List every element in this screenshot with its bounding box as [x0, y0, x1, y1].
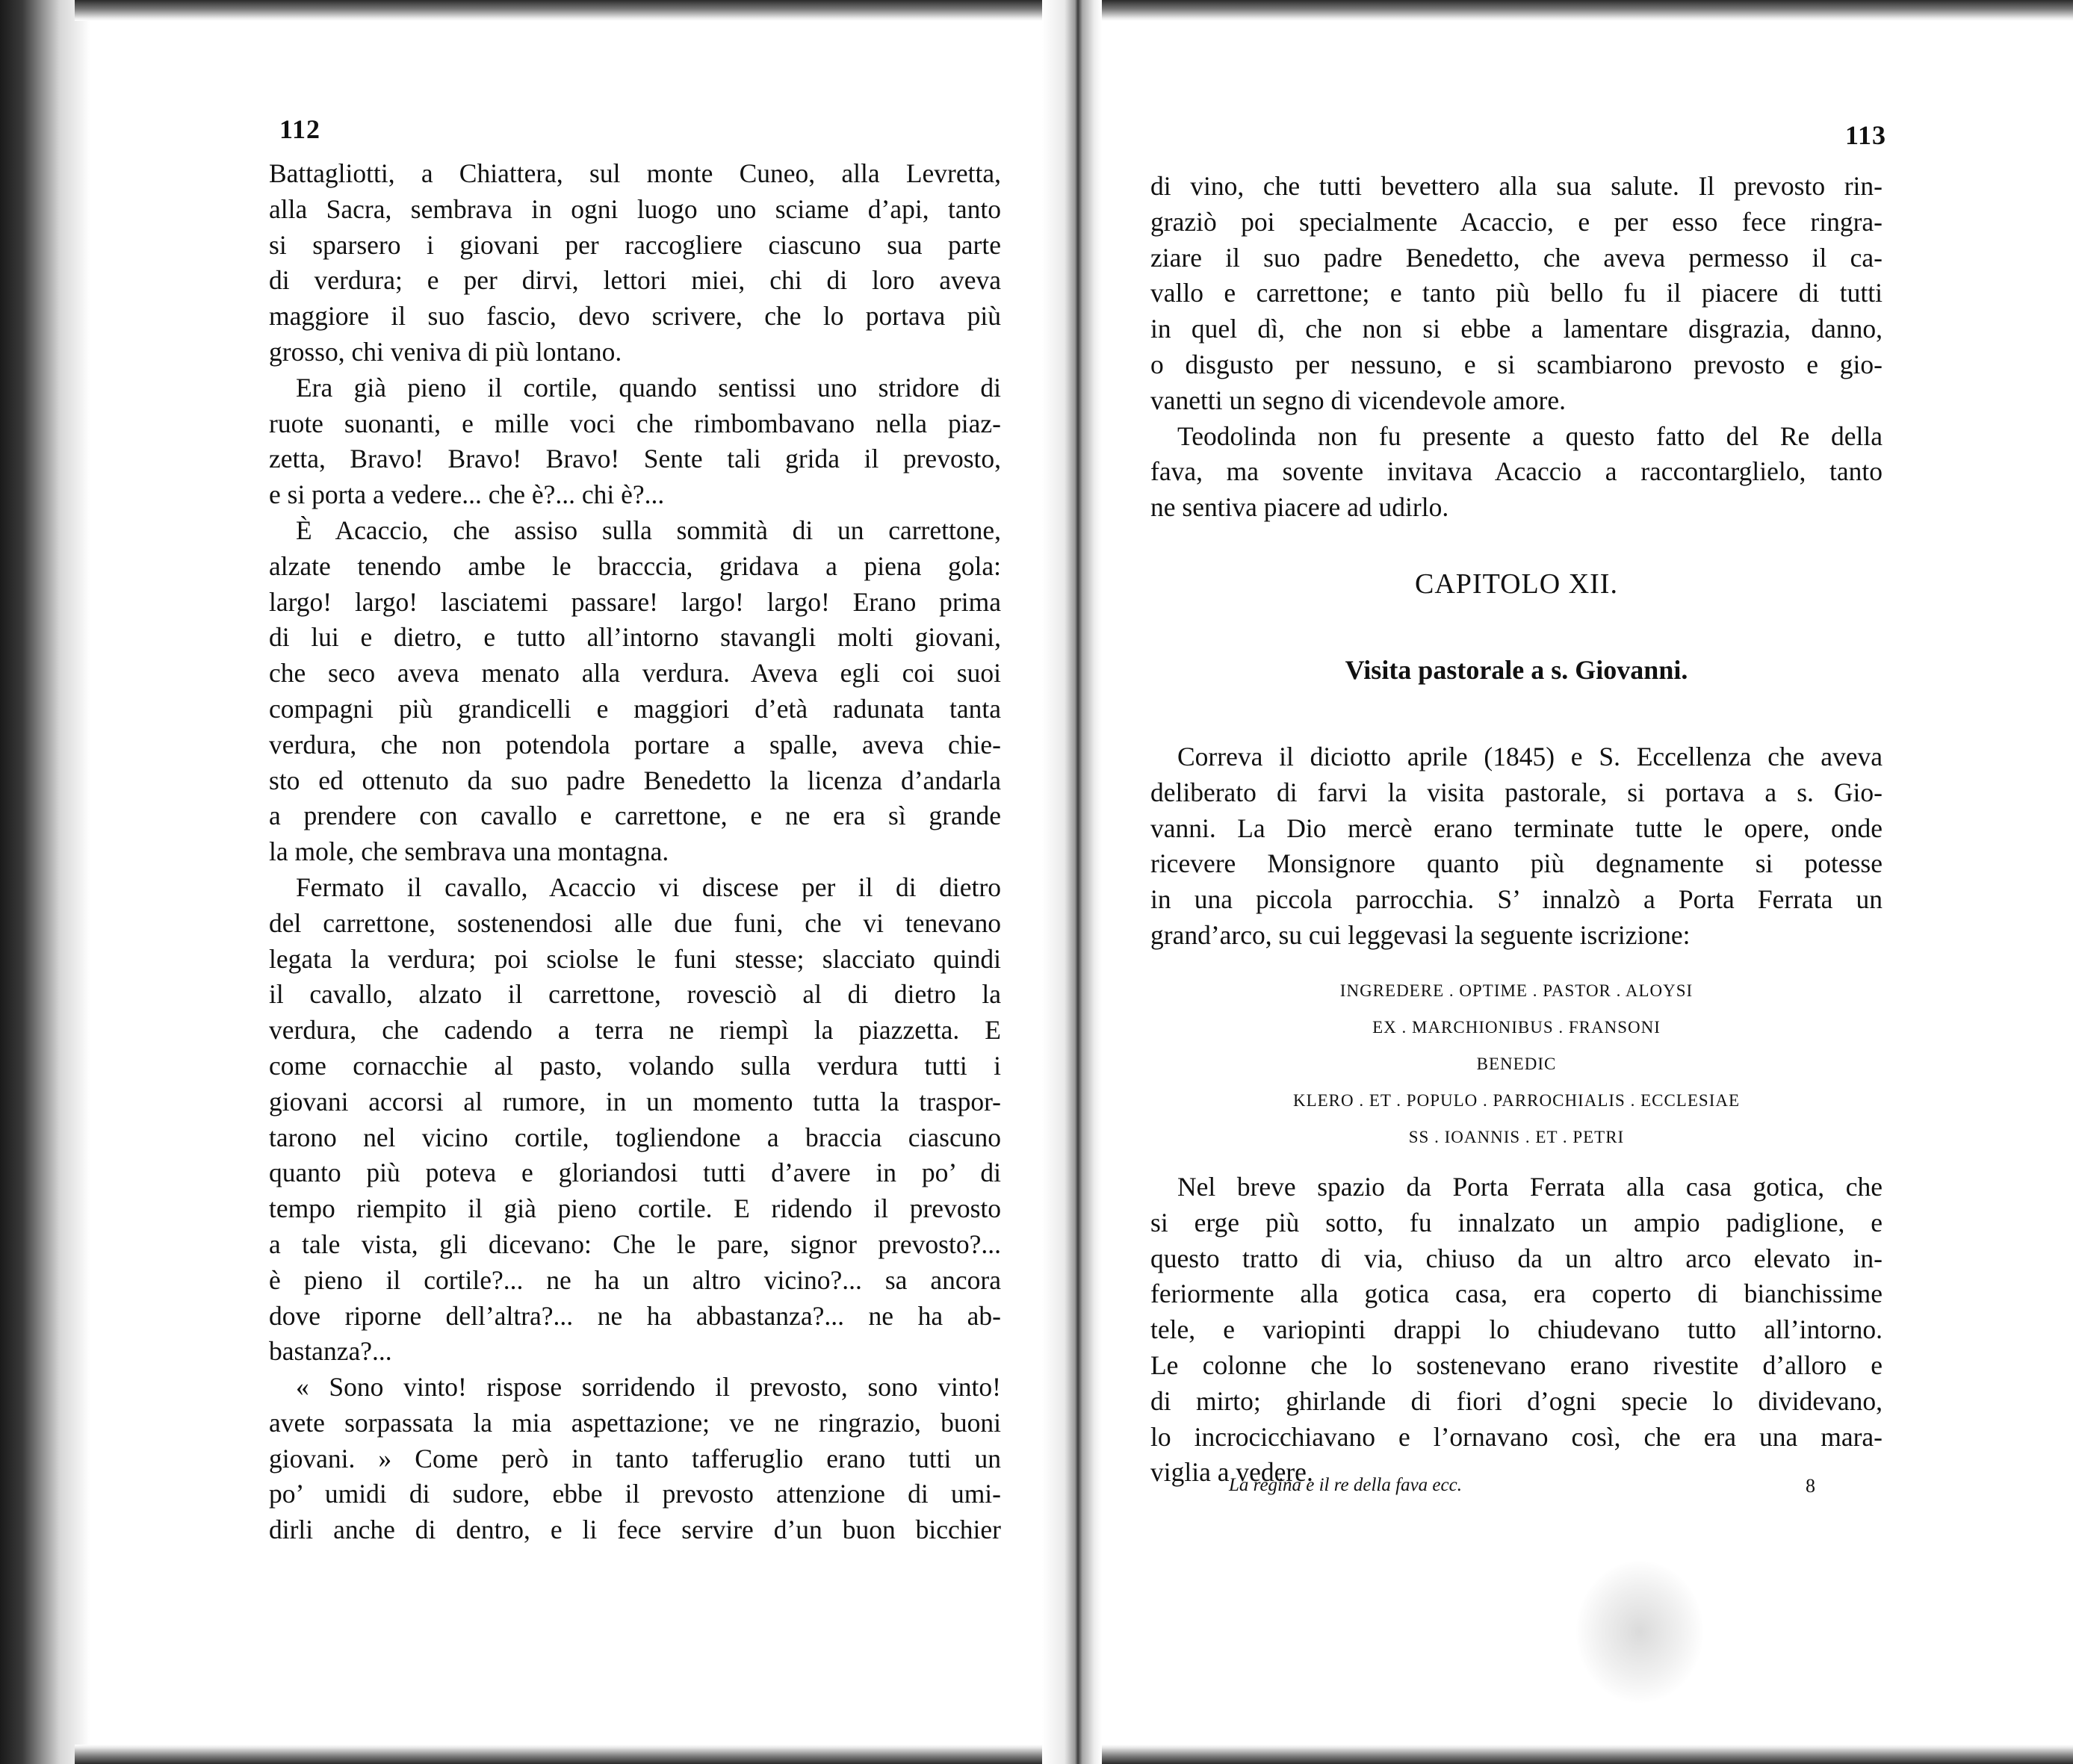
signature-mark: 8 [1806, 1475, 1815, 1497]
text-line: a prendere con cavallo e carrettone, e ne era sì grande [269, 801, 1001, 831]
text-line: del carrettone, sostenendosi alle due funi, che vi tenevano [269, 907, 1001, 938]
text-line: vanni. La Dio mercè erano terminate tutte le opere, onde [1150, 813, 1883, 843]
text-line: vallo e carrettone; e tanto più bello fu il piacere di tutti [1150, 278, 1883, 308]
text-line: tempo riempito il già pieno cortile. E ridendo il prevosto [269, 1193, 1001, 1224]
text-line: il cavallo, alzato il carrettone, rovesciò al di dietro la [269, 979, 1001, 1010]
text-line: legata la verdura; poi sciolse le funi stesse; slacciato quindi [269, 943, 1001, 974]
text-line: che seco aveva menato alla verdura. Aveva egli coi suoi [269, 658, 1001, 689]
text-line: dirli anche di dentro, e li fece servire d’un buon bicchier [269, 1515, 1001, 1545]
text-line: grand’arco, su cui leggevasi la seguente iscrizione: [1150, 919, 1691, 950]
inscription-line: EX . MARCHIONIBUS . FRANSONI [1372, 1018, 1661, 1037]
left-page [269, 0, 1008, 1764]
right-page-paragraph-a [1150, 169, 1883, 526]
text-line: vanetti un segno di vicendevole amore. [1150, 385, 1566, 415]
text-line: tele, e variopinti drappi lo chiudevano tutto all’intorno. [1150, 1314, 1883, 1345]
text-line: « Sono vinto! rispose sorridendo il prevosto, sono vinto! [296, 1372, 1001, 1403]
chapter-heading: CAPITOLO XII. [1415, 568, 1618, 600]
text-line: fava, ma sovente invitava Acaccio a raccontarglielo, tanto [1150, 456, 1883, 487]
inscription-line: SS . IOANNIS . ET . PETRI [1408, 1128, 1625, 1146]
text-line: in una piccola parrocchia. S’ innalzò a Porta Ferrata un [1150, 884, 1883, 915]
left-page-number: 112 [279, 114, 321, 144]
text-line: come cornacchie al pasto, volando sulla verdura tutti i [269, 1050, 1001, 1081]
right-page-paragraph-b [1150, 739, 1883, 954]
text-line: verdura, che non potendola portare a spalle, aveva chie- [269, 729, 1001, 760]
text-line: Correva il diciotto aprile (1845) e S. Eccellenza che aveva [1177, 742, 1883, 771]
text-line: si erge più sotto, fu innalzato un ampio padiglione, e [1150, 1207, 1883, 1237]
text-line: avete sorpassata la mia aspettazione; ve ne ringrazio, buoni [269, 1407, 1001, 1438]
text-line: po’ umidi di sudore, ebbe il prevosto attenzione di umi- [269, 1479, 1001, 1509]
text-line: la mole, che sembrava una montagna. [269, 836, 669, 867]
text-line: Battagliotti, a Chiattera, sul monte Cuneo, alla Levretta, [269, 158, 1001, 188]
text-line: feriormente alla gotica casa, era coperto di bianchissime [1150, 1279, 1883, 1309]
inscription-line: INGREDERE . OPTIME . PASTOR . ALOYSI [1339, 981, 1694, 1000]
text-line: lo incrocicchiavano e l’ornavano così, che era una mara- [1150, 1421, 1883, 1452]
text-line: alla Sacra, sembrava in ogni luogo uno sciame d’api, tanto [269, 193, 1001, 224]
text-line: è pieno il cortile?... ne ha un altro vicino?... sa ancora [269, 1264, 1001, 1295]
left-page-text [269, 156, 1001, 1548]
text-line: giovani. » Come però in tanto tafferuglio erano tutti un [269, 1443, 1001, 1473]
text-line: di lui e dietro, e tutto all’intorno stavangli molti giovani, [269, 622, 1001, 653]
text-line: Era già pieno il cortile, quando sentissi uno stridore di [296, 372, 1001, 403]
text-line: Teodolinda non fu presente a questo fatto del Re della [1177, 420, 1883, 451]
inscription [1150, 972, 1883, 1155]
inscription-line: KLERO . ET . POPULO . PARROCHIALIS . ECCLESIAE [1292, 1091, 1741, 1110]
text-line: o disgusto per nessuno, e si scambiarono prevosto e gio- [1150, 349, 1883, 379]
book-edge-left [0, 0, 90, 1764]
text-line: e si porta a vedere... che è?... chi è?... [269, 479, 665, 510]
text-line: maggiore il suo fascio, devo scrivere, che lo portava più [269, 301, 1001, 332]
right-page [1150, 0, 1886, 1764]
text-line: verdura, che cadendo a terra ne riempì la piazzetta. E [269, 1015, 1001, 1046]
text-line: compagni più grandicelli e maggiori d’età radunata tanta [269, 693, 1001, 724]
text-line: viglia a vedere. [1150, 1457, 1313, 1488]
text-line: deliberato di farvi la visita pastorale, si portava a s. Gio- [1150, 777, 1883, 807]
text-line: Nel breve spazio da Porta Ferrata alla casa gotica, che [1177, 1172, 1883, 1202]
text-line: Le colonne che lo sostenevano erano rivestite d’alloro e [1150, 1350, 1883, 1380]
text-line: ne sentiva piacere ad udirlo. [1150, 492, 1449, 523]
text-line: È Acaccio, che assiso sulla sommità di un carrettone, [296, 515, 1001, 545]
text-line: grosso, chi veniva di più lontano. [269, 336, 622, 367]
text-line: bastanza?... [269, 1336, 392, 1367]
text-line: giovani accorsi al rumore, in un momento tutta la traspor- [269, 1086, 1001, 1117]
text-line: Fermato il cavallo, Acaccio vi discese per il di dietro [296, 872, 1001, 902]
text-line: ricevere Monsignore quanto più degnamente si potesse [1150, 848, 1883, 879]
text-line: ziare il suo padre Benedetto, che aveva permesso il ca- [1150, 242, 1883, 273]
text-line: a tale vista, gli dicevano: Che le pare, signor prevosto?... [269, 1229, 1001, 1259]
text-line: graziò poi specialmente Acaccio, e per esso fece ringra- [1150, 206, 1883, 237]
text-line: si sparsero i giovani per raccogliere ciascuno sua parte [269, 229, 1001, 260]
text-line: ruote suonanti, e mille voci che rimbombavano nella piaz- [269, 408, 1001, 438]
text-line: dove riporne dell’altra?... ne ha abbastanza?... ne ha ab- [269, 1300, 1001, 1331]
chapter-subtitle: Visita pastorale a s. Giovanni. [1345, 655, 1688, 685]
text-line: alzate tenendo ambe le bracccia, gridava a piena gola: [269, 550, 1001, 581]
text-line: sto ed ottenuto da suo padre Benedetto la licenza d’andarla [269, 765, 1001, 795]
text-line: tarono nel vicino cortile, togliendone a braccia ciascuno [269, 1122, 1001, 1152]
right-page-paragraph-c [1150, 1170, 1883, 1491]
inscription-line: BENEDIC [1476, 1055, 1557, 1073]
running-footer-title: La regina e il re della fava ecc. [1229, 1475, 1462, 1495]
text-line: in quel dì, che non si ebbe a lamentare disgrazia, danno, [1150, 314, 1883, 344]
text-line: quanto più poteva e gloriandosi tutti d’avere in po’ di [269, 1158, 1001, 1188]
text-line: questo tratto di via, chiuso da un altro arco elevato in- [1150, 1243, 1883, 1273]
text-line: di mirto; ghirlande di fiori d’ogni specie lo dividevano, [1150, 1385, 1883, 1416]
text-line: di verdura; e per dirvi, lettori miei, chi di loro aveva [269, 265, 1001, 296]
right-page-number: 113 [1844, 120, 1886, 150]
text-line: di vino, che tutti bevettero alla sua salute. Il prevosto rin- [1150, 171, 1883, 201]
text-line: zetta, Bravo! Bravo! Bravo! Sente tali grida il prevosto, [269, 444, 1001, 474]
text-line: largo! largo! lasciatemi passare! largo! largo! Erano prima [269, 586, 1001, 617]
book-gutter [1042, 0, 1102, 1764]
